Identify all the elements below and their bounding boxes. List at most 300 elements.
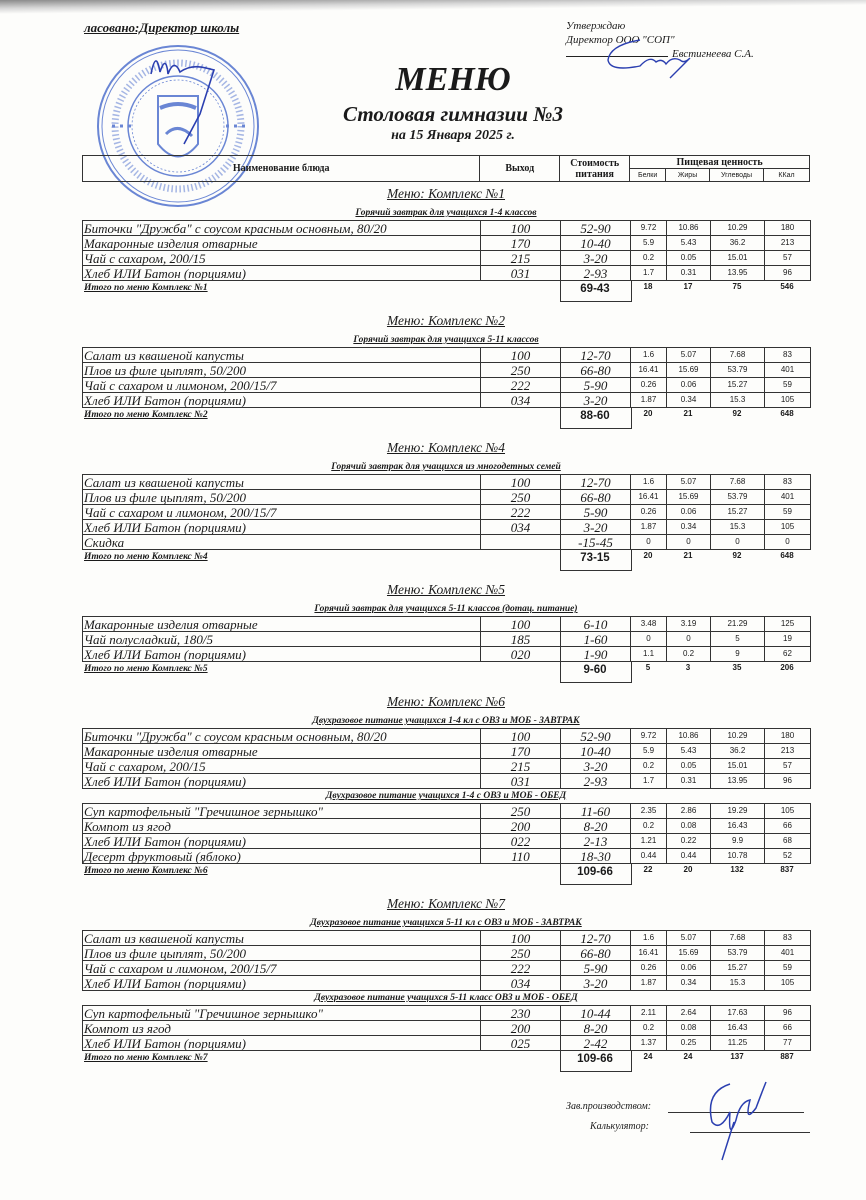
table-row — [83, 236, 811, 251]
total-kcal: 546 — [780, 282, 794, 291]
dish-kcal: 96 — [765, 266, 811, 281]
total-protein: 24 — [643, 1052, 653, 1061]
dish-carbs: 13.95 — [711, 774, 765, 789]
dish-table — [82, 728, 811, 789]
dish-output: 200 — [481, 1021, 561, 1036]
dish-fat: 15.69 — [667, 363, 711, 378]
dish-protein: 1.87 — [631, 976, 667, 991]
dish-carbs: 21.29 — [711, 617, 765, 632]
dish-carbs: 15.01 — [711, 759, 765, 774]
dish-protein: 9.72 — [631, 729, 667, 744]
dish-carbs: 53.79 — [711, 363, 765, 378]
dish-output: 100 — [481, 729, 561, 744]
dish-output: 100 — [481, 931, 561, 946]
col-output: Выход — [480, 156, 560, 182]
dish-carbs: 11.25 — [711, 1036, 765, 1051]
table-row — [83, 1006, 811, 1021]
dish-name: Чай с сахаром и лимоном, 200/15/7 — [83, 505, 481, 520]
dish-output: 200 — [481, 819, 561, 834]
dish-protein: 16.41 — [631, 490, 667, 505]
dish-output: 222 — [481, 961, 561, 976]
dish-output: 250 — [481, 363, 561, 378]
dish-table — [82, 347, 811, 408]
col-protein: Белки — [630, 169, 666, 182]
section-title: Меню: Комплекс №1 — [386, 186, 506, 201]
dish-name: Десерт фруктовый (яблоко) — [83, 849, 481, 864]
dish-kcal: 96 — [765, 1006, 811, 1021]
dish-fat: 3.19 — [667, 617, 711, 632]
dish-output: 170 — [481, 744, 561, 759]
dish-cost: 3-20 — [561, 759, 631, 774]
table-row — [83, 632, 811, 647]
menu-date: на 15 Января 2025 г. — [391, 128, 515, 143]
dish-carbs: 15.27 — [711, 505, 765, 520]
dish-kcal: 105 — [765, 520, 811, 535]
dish-kcal: 52 — [765, 849, 811, 864]
dish-protein: 5.9 — [631, 236, 667, 251]
total-kcal: 206 — [780, 663, 794, 672]
total-cost: 109-66 — [577, 866, 613, 878]
dish-cost: 10-40 — [561, 236, 631, 251]
dish-kcal: 83 — [765, 931, 811, 946]
dish-output: 100 — [481, 348, 561, 363]
dish-output: 100 — [481, 221, 561, 236]
dish-kcal: 180 — [765, 729, 811, 744]
dish-kcal: 213 — [765, 744, 811, 759]
dish-fat: 0.22 — [667, 834, 711, 849]
dish-output — [481, 535, 561, 550]
dish-name: Компот из ягод — [83, 1021, 481, 1036]
total-cost: 109-66 — [577, 1053, 613, 1065]
dish-cost: 3-20 — [561, 393, 631, 408]
dish-carbs: 5 — [711, 632, 765, 647]
dish-fat: 0.44 — [667, 849, 711, 864]
dish-output: 020 — [481, 647, 561, 662]
dish-name: Макаронные изделия отварные — [83, 236, 481, 251]
dish-carbs: 9.9 — [711, 834, 765, 849]
table-row — [83, 804, 811, 819]
dish-kcal: 62 — [765, 647, 811, 662]
total-label: Итого по меню Комплекс №1 — [84, 283, 208, 293]
total-carbs: 92 — [732, 409, 742, 418]
total-label: Итого по меню Комплекс №5 — [84, 664, 208, 674]
production-signature-icon — [700, 1072, 770, 1162]
total-kcal: 837 — [780, 865, 794, 874]
dish-table — [82, 930, 811, 991]
table-row — [83, 849, 811, 864]
total-label: Итого по меню Комплекс №7 — [84, 1053, 208, 1063]
dish-protein: 0.26 — [631, 961, 667, 976]
dish-output: 222 — [481, 505, 561, 520]
dish-name: Салат из квашеной капусты — [83, 931, 481, 946]
dish-name: Хлеб ИЛИ Батон (порциями) — [83, 834, 481, 849]
agreed-by-director: ласовано:Директор школы — [84, 20, 240, 35]
total-carbs: 137 — [730, 1052, 744, 1061]
dish-output: 215 — [481, 251, 561, 266]
table-row — [83, 834, 811, 849]
dish-carbs: 15.3 — [711, 393, 765, 408]
scan-edge-shadow — [0, 0, 866, 14]
table-row — [83, 348, 811, 363]
dish-fat: 0.34 — [667, 393, 711, 408]
dish-name: Скидка — [83, 535, 481, 550]
dish-cost: 6-10 — [561, 617, 631, 632]
section-title: Меню: Комплекс №4 — [386, 440, 506, 455]
dish-kcal: 68 — [765, 834, 811, 849]
dish-protein: 1.7 — [631, 266, 667, 281]
dish-kcal: 66 — [765, 819, 811, 834]
section-title: Меню: Комплекс №5 — [386, 582, 506, 597]
total-cost: 88-60 — [580, 410, 610, 422]
total-carbs: 75 — [732, 282, 742, 291]
dish-protein: 1.7 — [631, 774, 667, 789]
dish-fat: 2.64 — [667, 1006, 711, 1021]
dish-kcal: 19 — [765, 632, 811, 647]
group-subtitle: Горячий завтрак для учащихся 5-11 классов (дотац. питание) — [314, 604, 578, 614]
total-label: Итого по меню Комплекс №4 — [84, 552, 208, 562]
dish-output: 034 — [481, 393, 561, 408]
dish-fat: 5.43 — [667, 744, 711, 759]
dish-cost: 3-20 — [561, 976, 631, 991]
dish-cost: 8-20 — [561, 1021, 631, 1036]
dish-carbs: 17.63 — [711, 1006, 765, 1021]
dish-protein: 0 — [631, 632, 667, 647]
dish-carbs: 53.79 — [711, 946, 765, 961]
dish-fat: 0.31 — [667, 774, 711, 789]
dish-kcal: 83 — [765, 475, 811, 490]
section-title: Меню: Комплекс №7 — [386, 896, 506, 911]
table-row — [83, 393, 811, 408]
dish-table — [82, 474, 811, 550]
dish-name: Хлеб ИЛИ Батон (порциями) — [83, 266, 481, 281]
table-row — [83, 961, 811, 976]
dish-kcal: 180 — [765, 221, 811, 236]
dish-carbs: 53.79 — [711, 490, 765, 505]
dish-fat: 0.05 — [667, 759, 711, 774]
dish-carbs: 10.78 — [711, 849, 765, 864]
section-title: Меню: Комплекс №6 — [386, 694, 506, 709]
dish-name: Плов из филе цыплят, 50/200 — [83, 490, 481, 505]
dish-fat: 0.06 — [667, 961, 711, 976]
table-row — [83, 931, 811, 946]
table-row — [83, 819, 811, 834]
dish-fat: 0.06 — [667, 378, 711, 393]
dish-cost: 66-80 — [561, 363, 631, 378]
dish-name: Чай с сахаром и лимоном, 200/15/7 — [83, 961, 481, 976]
dish-carbs: 15.01 — [711, 251, 765, 266]
total-protein: 20 — [643, 551, 653, 560]
dish-fat: 5.43 — [667, 236, 711, 251]
dish-protein: 1.6 — [631, 475, 667, 490]
dish-carbs: 16.43 — [711, 819, 765, 834]
dish-protein: 1.87 — [631, 393, 667, 408]
dish-protein: 0.26 — [631, 505, 667, 520]
total-carbs: 35 — [732, 663, 742, 672]
dish-fat: 5.07 — [667, 475, 711, 490]
dish-cost: 8-20 — [561, 819, 631, 834]
table-row — [83, 759, 811, 774]
table-row — [83, 475, 811, 490]
dish-protein: 1.1 — [631, 647, 667, 662]
dish-kcal: 59 — [765, 505, 811, 520]
dish-carbs: 9 — [711, 647, 765, 662]
dish-protein: 1.6 — [631, 931, 667, 946]
dish-name: Хлеб ИЛИ Батон (порциями) — [83, 520, 481, 535]
dish-kcal: 401 — [765, 490, 811, 505]
group-subtitle: Двухразовое питание учащихся 5-11 класс ОВЗ и МОБ - ОБЕД — [314, 993, 578, 1003]
dish-output: 222 — [481, 378, 561, 393]
dish-cost: 10-44 — [561, 1006, 631, 1021]
dish-cost: 5-90 — [561, 961, 631, 976]
total-fat: 21 — [683, 409, 693, 418]
menu-section — [82, 438, 810, 580]
dish-kcal: 57 — [765, 759, 811, 774]
dish-kcal: 213 — [765, 236, 811, 251]
dish-fat: 0 — [667, 535, 711, 550]
dish-fat: 0.34 — [667, 520, 711, 535]
dish-cost: 3-20 — [561, 251, 631, 266]
dish-cost: 52-90 — [561, 221, 631, 236]
dish-protein: 5.9 — [631, 744, 667, 759]
dish-fat: 0.2 — [667, 647, 711, 662]
dish-carbs: 19.29 — [711, 804, 765, 819]
dish-fat: 2.86 — [667, 804, 711, 819]
dish-output: 034 — [481, 520, 561, 535]
dish-fat: 0.06 — [667, 505, 711, 520]
dish-cost: 5-90 — [561, 505, 631, 520]
group-subtitle: Двухразовое питание учащихся 1-4 кл с ОВЗ и МОБ - ЗАВТРАК — [312, 716, 580, 726]
dish-output: 170 — [481, 236, 561, 251]
total-carbs: 92 — [732, 551, 742, 560]
total-fat: 20 — [683, 865, 693, 874]
dish-cost: 12-70 — [561, 931, 631, 946]
dish-output: 250 — [481, 804, 561, 819]
menu-sections — [82, 184, 810, 1081]
dish-protein: 2.35 — [631, 804, 667, 819]
table-row — [83, 1021, 811, 1036]
dish-name: Салат из квашеной капусты — [83, 348, 481, 363]
total-kcal: 648 — [780, 551, 794, 560]
dish-kcal: 105 — [765, 393, 811, 408]
dish-fat: 15.69 — [667, 946, 711, 961]
total-cost: 9-60 — [583, 664, 607, 676]
dish-cost: -15-45 — [561, 535, 631, 550]
dish-kcal: 77 — [765, 1036, 811, 1051]
dish-cost: 5-90 — [561, 378, 631, 393]
dish-carbs: 7.68 — [711, 931, 765, 946]
dish-name: Хлеб ИЛИ Батон (порциями) — [83, 1036, 481, 1051]
dish-carbs: 10.29 — [711, 221, 765, 236]
total-label: Итого по меню Комплекс №6 — [84, 866, 208, 876]
dish-kcal: 401 — [765, 363, 811, 378]
dish-fat: 0.31 — [667, 266, 711, 281]
dish-output: 250 — [481, 946, 561, 961]
dish-output: 031 — [481, 774, 561, 789]
table-row — [83, 378, 811, 393]
total-protein: 22 — [643, 865, 653, 874]
total-kcal: 648 — [780, 409, 794, 418]
dish-protein: 16.41 — [631, 363, 667, 378]
dish-output: 031 — [481, 266, 561, 281]
total-kcal: 887 — [780, 1052, 794, 1061]
table-row — [83, 221, 811, 236]
table-row — [83, 266, 811, 281]
dish-kcal: 125 — [765, 617, 811, 632]
approve-label: Утверждаю — [566, 20, 626, 32]
dish-output: 025 — [481, 1036, 561, 1051]
dish-kcal: 401 — [765, 946, 811, 961]
dish-protein: 0.2 — [631, 251, 667, 266]
dish-name: Компот из ягод — [83, 819, 481, 834]
table-row — [83, 535, 811, 550]
dish-fat: 0 — [667, 632, 711, 647]
total-fat: 24 — [683, 1052, 693, 1061]
group-subtitle: Горячий завтрак для учащихся из многодетных семей — [331, 462, 561, 472]
dish-cost: 1-90 — [561, 647, 631, 662]
dish-output: 110 — [481, 849, 561, 864]
dish-protein: 3.48 — [631, 617, 667, 632]
table-row — [83, 520, 811, 535]
dish-carbs: 0 — [711, 535, 765, 550]
document-title: МЕНЮ — [395, 61, 511, 98]
dish-table — [82, 220, 811, 281]
calculator-label: Калькулятор: — [590, 1121, 649, 1132]
dish-cost: 3-20 — [561, 520, 631, 535]
dish-output: 230 — [481, 1006, 561, 1021]
dish-protein: 1.6 — [631, 348, 667, 363]
approve-name: Евстигнеева С.А. — [672, 48, 754, 60]
dish-carbs: 13.95 — [711, 266, 765, 281]
dish-protein: 16.41 — [631, 946, 667, 961]
total-cost: 73-15 — [580, 552, 610, 564]
dish-name: Суп картофельный "Гречишное зернышко" — [83, 804, 481, 819]
dish-output: 215 — [481, 759, 561, 774]
dish-carbs: 10.29 — [711, 729, 765, 744]
dish-output: 185 — [481, 632, 561, 647]
col-kcal: ККал — [764, 169, 810, 182]
dish-output: 250 — [481, 490, 561, 505]
group-subtitle: Двухразовое питание учащихся 5-11 кл с ОВЗ и МОБ - ЗАВТРАК — [310, 918, 582, 928]
dish-kcal: 96 — [765, 774, 811, 789]
table-row — [83, 363, 811, 378]
total-carbs: 132 — [730, 865, 744, 874]
table-row — [83, 976, 811, 991]
dish-name: Плов из филе цыплят, 50/200 — [83, 363, 481, 378]
dish-carbs: 36.2 — [711, 236, 765, 251]
dish-protein: 0.26 — [631, 378, 667, 393]
dish-cost: 10-40 — [561, 744, 631, 759]
total-cost: 69-43 — [580, 283, 610, 295]
group-subtitle: Горячий завтрак для учащихся 1-4 классов — [355, 208, 537, 218]
dish-cost: 18-30 — [561, 849, 631, 864]
dish-kcal: 105 — [765, 804, 811, 819]
dish-carbs: 15.27 — [711, 961, 765, 976]
dish-protein: 0.2 — [631, 1021, 667, 1036]
dish-cost: 2-93 — [561, 266, 631, 281]
dish-fat: 15.69 — [667, 490, 711, 505]
dish-carbs: 15.3 — [711, 976, 765, 991]
dish-kcal: 105 — [765, 976, 811, 991]
dish-carbs: 7.68 — [711, 475, 765, 490]
dish-kcal: 83 — [765, 348, 811, 363]
col-cost: Стоимость питания — [560, 156, 630, 182]
table-row — [83, 251, 811, 266]
dish-cost: 2-93 — [561, 774, 631, 789]
dish-output: 100 — [481, 475, 561, 490]
menu-section — [82, 311, 810, 438]
dish-kcal: 59 — [765, 378, 811, 393]
dish-fat: 5.07 — [667, 931, 711, 946]
dish-name: Плов из филе цыплят, 50/200 — [83, 946, 481, 961]
dish-name: Чай с сахаром, 200/15 — [83, 251, 481, 266]
menu-section — [82, 894, 810, 1081]
dish-name: Чай полусладкий, 180/5 — [83, 632, 481, 647]
dish-protein: 1.21 — [631, 834, 667, 849]
section-total — [82, 864, 810, 894]
dish-protein: 0.44 — [631, 849, 667, 864]
dish-carbs: 16.43 — [711, 1021, 765, 1036]
col-fat: Жиры — [666, 169, 710, 182]
dish-protein: 1.37 — [631, 1036, 667, 1051]
dish-name: Биточки "Дружба" с соусом красным основным, 80/20 — [83, 729, 481, 744]
dish-carbs: 15.27 — [711, 378, 765, 393]
dish-fat: 0.05 — [667, 251, 711, 266]
dish-kcal: 66 — [765, 1021, 811, 1036]
dish-cost: 2-13 — [561, 834, 631, 849]
col-carbs: Углеводы — [710, 169, 764, 182]
dish-table — [82, 616, 811, 662]
total-fat: 3 — [685, 663, 691, 672]
menu-section — [82, 580, 810, 692]
dish-table — [82, 1005, 811, 1051]
dish-protein: 0.2 — [631, 819, 667, 834]
table-row — [83, 617, 811, 632]
production-manager-label: Зав.производством: — [566, 1101, 652, 1112]
canteen-name: Столовая гимназии №3 — [343, 102, 563, 126]
dish-protein: 0.2 — [631, 759, 667, 774]
dish-name: Биточки "Дружба" с соусом красным основным, 80/20 — [83, 221, 481, 236]
dish-name: Макаронные изделия отварные — [83, 744, 481, 759]
column-header — [82, 155, 810, 182]
dish-name: Хлеб ИЛИ Батон (порциями) — [83, 647, 481, 662]
dish-output: 022 — [481, 834, 561, 849]
dish-kcal: 0 — [765, 535, 811, 550]
section-total — [82, 662, 810, 692]
dish-output: 034 — [481, 976, 561, 991]
total-protein: 18 — [643, 282, 653, 291]
total-protein: 20 — [643, 409, 653, 418]
dish-fat: 5.07 — [667, 348, 711, 363]
dish-carbs: 15.3 — [711, 520, 765, 535]
dish-name: Суп картофельный "Гречишное зернышко" — [83, 1006, 481, 1021]
group-subtitle: Двухразовое питание учащихся 1-4 с ОВЗ и МОБ - ОБЕД — [325, 791, 567, 801]
dish-protein: 1.87 — [631, 520, 667, 535]
section-title: Меню: Комплекс №2 — [386, 313, 506, 328]
dish-name: Хлеб ИЛИ Батон (порциями) — [83, 774, 481, 789]
col-nutrition: Пищевая ценность — [630, 156, 810, 169]
dish-table — [82, 803, 811, 864]
dish-cost: 11-60 — [561, 804, 631, 819]
section-total — [82, 281, 810, 311]
dish-name: Хлеб ИЛИ Батон (порциями) — [83, 393, 481, 408]
table-row — [83, 946, 811, 961]
dish-fat: 0.25 — [667, 1036, 711, 1051]
total-protein: 5 — [645, 663, 651, 672]
total-fat: 21 — [683, 551, 693, 560]
table-row — [83, 744, 811, 759]
dish-cost: 66-80 — [561, 946, 631, 961]
dish-fat: 0.34 — [667, 976, 711, 991]
